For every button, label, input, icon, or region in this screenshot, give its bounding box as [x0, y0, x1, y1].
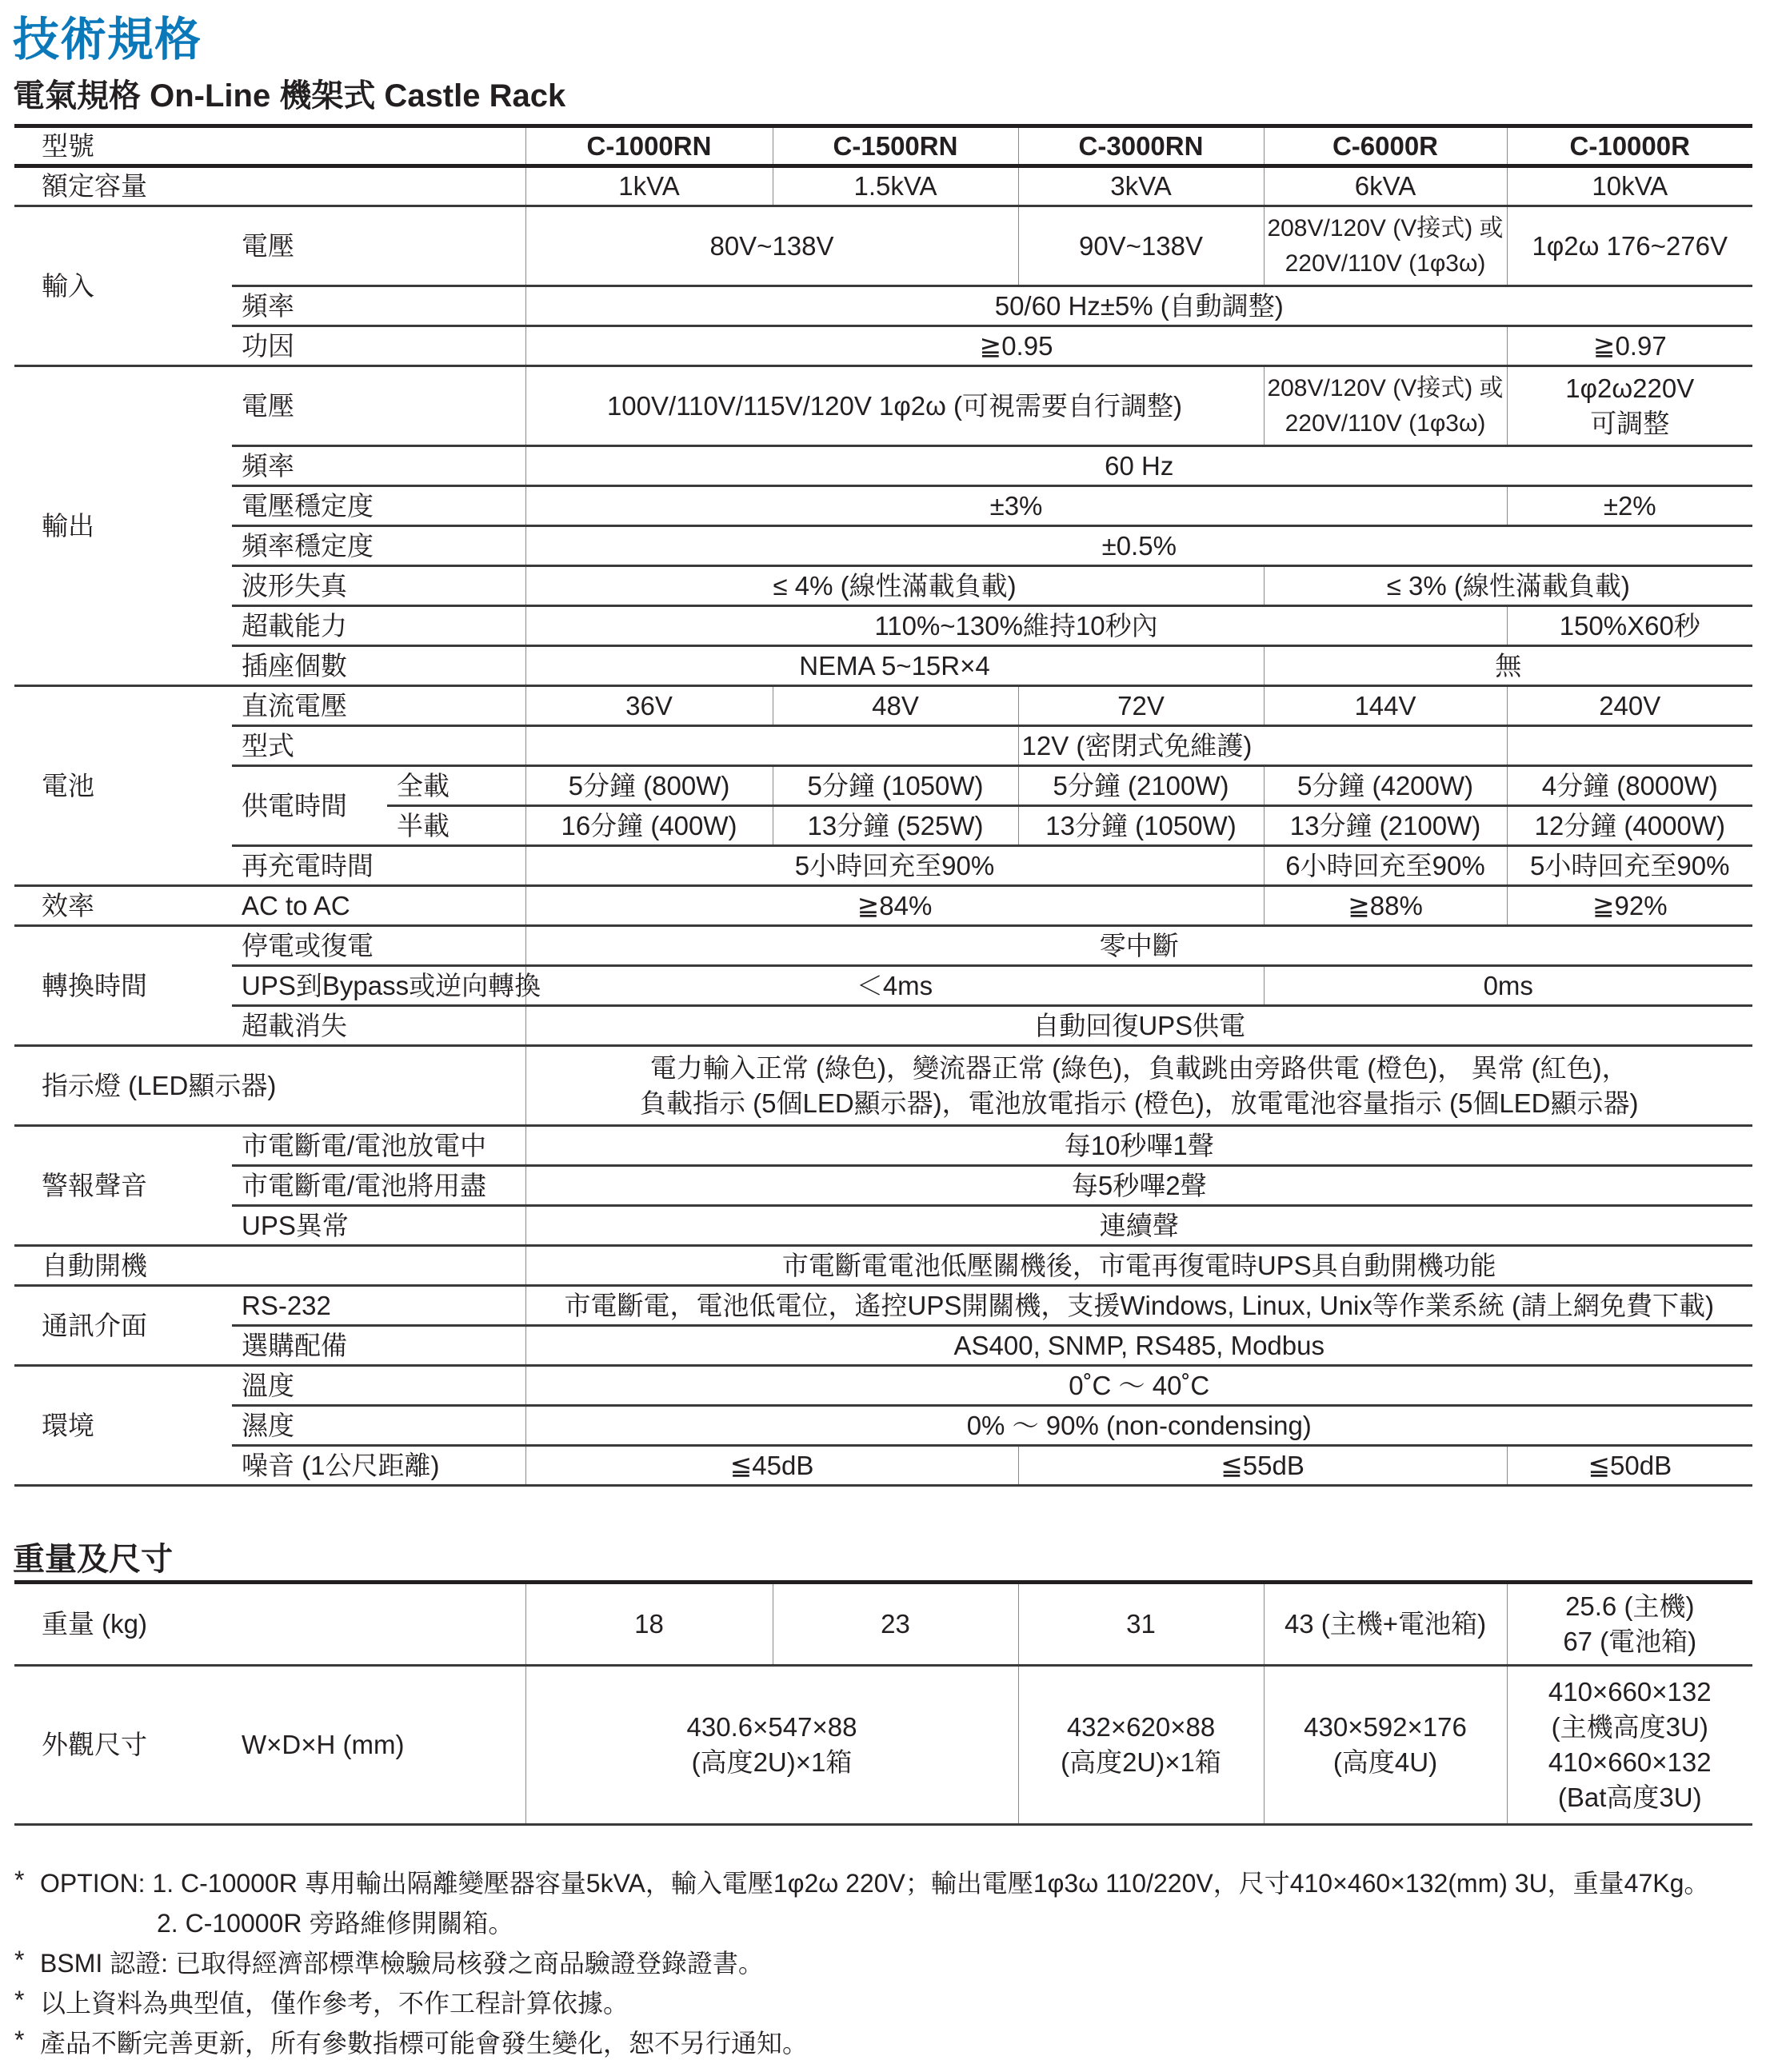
weight-dimensions-table	[14, 1580, 1752, 1826]
led-line: 電力輸入正常 (綠色)，變流器正常 (綠色)，負載跳由旁路供電 (橙色)， 異常 (紅色)，	[649, 1052, 1628, 1083]
battery-group-label: 電池	[14, 686, 232, 886]
line: 410×660×132	[1548, 1677, 1712, 1707]
output-voltage-label: 電壓	[232, 366, 525, 446]
capacity-value: 1.5kVA	[773, 166, 1018, 206]
comm-group-label: 通訊介面	[14, 1286, 232, 1366]
line: 1φ2ω220V	[1565, 373, 1695, 403]
led-value	[525, 1046, 1752, 1126]
dc-voltage-value: 72V	[1018, 686, 1264, 726]
temperature-row	[14, 1366, 1752, 1406]
dimensions-label: 外觀尺寸	[14, 1666, 232, 1825]
line: (高度2U)×1箱	[691, 1747, 853, 1777]
weight-value	[1507, 1583, 1752, 1666]
led-row	[14, 1046, 1752, 1126]
capacity-value: 3kVA	[1018, 166, 1264, 206]
alarm-value: 連續聲	[525, 1206, 1752, 1246]
line: (高度4U)	[1332, 1747, 1438, 1777]
capacity-row	[14, 166, 1752, 206]
comm-options-value: AS400, SNMP, RS485, Modbus	[525, 1326, 1752, 1366]
humidity-row	[14, 1406, 1752, 1446]
footnotes	[14, 1863, 1709, 2063]
outlets-row	[14, 646, 1752, 686]
overload-capacity-row	[14, 606, 1752, 646]
backup-half-value: 13分鐘 (2100W)	[1264, 806, 1507, 846]
transfer-overload-row	[14, 1006, 1752, 1046]
noise-value: ≦50dB	[1507, 1446, 1752, 1486]
power-factor-label: 功因	[232, 326, 525, 366]
alarm-row	[14, 1126, 1752, 1166]
line: 可調整	[1590, 408, 1670, 438]
backup-full-value: 5分鐘 (1050W)	[773, 766, 1018, 806]
footnote-option	[14, 1863, 1709, 1903]
input-frequency-label: 頻率	[232, 286, 525, 326]
voltage-stability-row	[14, 486, 1752, 526]
line: 430×592×176	[1304, 1712, 1467, 1742]
thd-label: 波形失真	[232, 566, 525, 606]
line: 432×620×88	[1066, 1712, 1216, 1742]
footnote-option-2	[14, 1903, 1709, 1943]
output-voltage-value	[1264, 366, 1507, 446]
weight-label: 重量 (kg)	[14, 1583, 525, 1666]
bypass-value: ＜4ms	[525, 966, 1264, 1006]
output-voltage-row	[14, 366, 1752, 446]
recharge-label: 再充電時間	[232, 846, 525, 886]
weight-value: 43 (主機+電池箱)	[1264, 1583, 1507, 1666]
backup-half-value: 13分鐘 (525W)	[773, 806, 1018, 846]
line: 67 (電池箱)	[1563, 1627, 1697, 1656]
outlets-label: 插座個數	[232, 646, 525, 686]
transfer-outage-row	[14, 926, 1752, 966]
line: 410×660×132	[1548, 1747, 1712, 1777]
recharge-value: 6小時回充至90%	[1264, 846, 1507, 886]
model-name: C-1000RN	[525, 126, 773, 166]
backup-half-value: 13分鐘 (1050W)	[1018, 806, 1264, 846]
footnote-text: 產品不斷完善更新，所有參數指標可能會發生變化，恕不另行通知。	[40, 2029, 809, 2058]
recharge-value: 5小時回充至90%	[525, 846, 1264, 886]
backup-half-value: 12分鐘 (4000W)	[1507, 806, 1752, 846]
output-group-label: 輸出	[14, 366, 232, 686]
bypass-label: UPS到Bypass或逆向轉換	[232, 966, 525, 1006]
efficiency-sub-label: AC to AC	[232, 886, 525, 926]
line: 220V/110V (1φ3ω)	[1285, 250, 1486, 277]
rs232-label: RS-232	[232, 1286, 525, 1326]
input-group-label: 輸入	[14, 206, 232, 366]
efficiency-label: 效率	[14, 886, 232, 926]
capacity-label: 額定容量	[14, 166, 525, 206]
input-voltage-value: 90V~138V	[1018, 206, 1264, 286]
transfer-group-label: 轉換時間	[14, 926, 232, 1046]
transfer-bypass-row	[14, 966, 1752, 1006]
voltage-stability-value: ±3%	[525, 486, 1507, 526]
asterisk: *	[14, 1986, 25, 2014]
capacity-value: 6kVA	[1264, 166, 1507, 206]
half-load-label: 半載	[387, 806, 525, 846]
empty-cell	[1507, 726, 1752, 766]
frequency-stability-label: 頻率穩定度	[232, 526, 525, 566]
frequency-stability-row	[14, 526, 1752, 566]
dimensions-value	[1507, 1666, 1752, 1825]
alarm-row	[14, 1206, 1752, 1246]
battery-type-label: 型式	[232, 726, 525, 766]
line: (Bat高度3U)	[1557, 1783, 1702, 1812]
voltage-stability-label: 電壓穩定度	[232, 486, 525, 526]
weight-value: 18	[525, 1583, 773, 1666]
backup-full-value: 5分鐘 (2100W)	[1018, 766, 1264, 806]
line: 208V/120V (V接式) 或	[1267, 214, 1504, 242]
temperature-label: 溫度	[232, 1366, 525, 1406]
input-frequency-row	[14, 286, 1752, 326]
output-voltage-value	[1507, 366, 1752, 446]
footnote-text: OPTION: 1. C-10000R 專用輸出隔離變壓器容量5kVA，輸入電壓1φ2ω 220V；輸出電壓1φ3ω 110/220V，尺寸410×460×132(mm) 3U，重量47Kg。	[40, 1869, 1710, 1898]
footnote-bsmi	[14, 1943, 1709, 1983]
line: 25.6 (主機)	[1565, 1591, 1695, 1621]
rs232-value: 市電斷電，電池低電位，遙控UPS開關機，支援Windows, Linux, Unix等作業系統 (請上網免費下載)	[525, 1286, 1752, 1326]
frequency-stability-value: ±0.5%	[525, 526, 1752, 566]
efficiency-value: ≧84%	[525, 886, 1264, 926]
footnote-text: BSMI 認證: 已取得經濟部標準檢驗局核發之商品驗證登錄證書。	[40, 1949, 764, 1978]
alarm-label: 市電斷電/電池將用盡	[232, 1166, 525, 1206]
electrical-spec-table	[14, 124, 1752, 1487]
backup-time-label: 供電時間	[232, 766, 387, 846]
page-title: 技術規格	[13, 14, 202, 66]
output-frequency-row	[14, 446, 1752, 486]
overload-capacity-value: 110%~130%維持10秒內	[525, 606, 1507, 646]
dc-voltage-row	[14, 686, 1752, 726]
footnote-update	[14, 2023, 1709, 2063]
alarm-label: UPS異常	[232, 1206, 525, 1246]
model-name: C-6000R	[1264, 126, 1507, 166]
capacity-value: 1kVA	[525, 166, 773, 206]
battery-type-row	[14, 726, 1752, 766]
output-voltage-value: 100V/110V/115V/120V 1φ2ω (可視需要自行調整)	[525, 366, 1264, 446]
model-label: 型號	[14, 126, 525, 166]
alarm-group-label: 警報聲音	[14, 1126, 232, 1246]
input-voltage-value: 1φ2ω 176~276V	[1507, 206, 1752, 286]
battery-type-value	[1018, 726, 1507, 766]
comm-options-label: 選購配備	[232, 1326, 525, 1366]
line: 430.6×547×88	[686, 1712, 857, 1742]
rs232-row	[14, 1286, 1752, 1326]
full-load-label: 全載	[387, 766, 525, 806]
noise-row	[14, 1446, 1752, 1486]
dimensions-unit: W×D×H (mm)	[232, 1666, 525, 1825]
overload-clear-label: 超載消失	[232, 1006, 525, 1046]
power-factor-value: ≧0.95	[525, 326, 1507, 366]
asterisk: *	[14, 2026, 25, 2054]
efficiency-value: ≧92%	[1507, 886, 1752, 926]
efficiency-row	[14, 886, 1752, 926]
dc-voltage-label: 直流電壓	[232, 686, 525, 726]
battery-type-text: 12V (密閉式免維護)	[1021, 730, 1253, 761]
voltage-stability-value: ±2%	[1507, 486, 1752, 526]
thd-value: ≤ 3% (線性滿載負載)	[1264, 566, 1752, 606]
temperature-value: 0˚C ～ 40˚C	[525, 1366, 1752, 1406]
backup-half-value: 16分鐘 (400W)	[525, 806, 773, 846]
dimensions-value	[525, 1666, 1018, 1825]
dc-voltage-value: 144V	[1264, 686, 1507, 726]
dimensions-value	[1264, 1666, 1507, 1825]
noise-label: 噪音 (1公尺距離)	[232, 1446, 525, 1486]
weight-dimensions-title: 重量及尺寸	[13, 1542, 173, 1577]
footnote-text: 以上資料為典型值，僅作參考，不作工程計算依據。	[40, 1989, 629, 2018]
line: (主機高度3U)	[1551, 1712, 1708, 1742]
overload-clear-value: 自動回復UPS供電	[525, 1006, 1752, 1046]
weight-value: 31	[1018, 1583, 1264, 1666]
alarm-value: 每10秒嗶1聲	[525, 1126, 1752, 1166]
overload-capacity-value: 150%X60秒	[1507, 606, 1752, 646]
led-line: 負載指示 (5個LED顯示器)，電池放電指示 (橙色)，放電電池容量指示 (5個LED顯示器)	[639, 1088, 1639, 1118]
line: (高度2U)×1箱	[1061, 1747, 1221, 1777]
environment-group-label: 環境	[14, 1366, 232, 1486]
model-name: C-1500RN	[773, 126, 1018, 166]
weight-row	[14, 1583, 1752, 1666]
empty-cell	[525, 726, 1018, 766]
noise-value: ≦55dB	[1018, 1446, 1507, 1486]
dimensions-value	[1018, 1666, 1264, 1825]
model-name: C-3000RN	[1018, 126, 1264, 166]
led-label: 指示燈 (LED顯示器)	[14, 1046, 525, 1126]
input-voltage-value	[1264, 206, 1507, 286]
thd-value: ≤ 4% (線性滿載負載)	[525, 566, 1264, 606]
footnote-text: 2. C-10000R 旁路維修開關箱。	[157, 1909, 514, 1938]
line: 220V/110V (1φ3ω)	[1285, 409, 1486, 437]
backup-full-value: 4分鐘 (8000W)	[1507, 766, 1752, 806]
asterisk: *	[14, 1946, 25, 1974]
weight-value: 23	[773, 1583, 1018, 1666]
noise-value: ≦45dB	[525, 1446, 1018, 1486]
input-frequency-value: 50/60 Hz±5% (自動調整)	[525, 286, 1752, 326]
electrical-spec-title: 電氣規格 On-Line 機架式 Castle Rack	[13, 78, 566, 114]
input-voltage-label: 電壓	[232, 206, 525, 286]
alarm-label: 市電斷電/電池放電中	[232, 1126, 525, 1166]
power-factor-row	[14, 326, 1752, 366]
backup-full-value: 5分鐘 (800W)	[525, 766, 773, 806]
recharge-value: 5小時回充至90%	[1507, 846, 1752, 886]
asterisk: *	[14, 1866, 25, 1894]
capacity-value: 10kVA	[1507, 166, 1752, 206]
thd-row	[14, 566, 1752, 606]
comm-options-row	[14, 1326, 1752, 1366]
outlets-value: NEMA 5~15R×4	[525, 646, 1264, 686]
humidity-label: 濕度	[232, 1406, 525, 1446]
outlets-value: 無	[1264, 646, 1752, 686]
footnote-typical	[14, 1983, 1709, 2023]
output-frequency-label: 頻率	[232, 446, 525, 486]
overload-capacity-label: 超載能力	[232, 606, 525, 646]
model-name: C-10000R	[1507, 126, 1752, 166]
model-header-row	[14, 126, 1752, 166]
backup-full-value: 5分鐘 (4200W)	[1264, 766, 1507, 806]
dimensions-row	[14, 1666, 1752, 1825]
outage-value: 零中斷	[525, 926, 1752, 966]
alarm-value: 每5秒嗶2聲	[525, 1166, 1752, 1206]
efficiency-value: ≧88%	[1264, 886, 1507, 926]
humidity-value: 0% ～ 90% (non-condensing)	[525, 1406, 1752, 1446]
recharge-row	[14, 846, 1752, 886]
input-voltage-row	[14, 206, 1752, 286]
power-factor-value: ≧0.97	[1507, 326, 1752, 366]
bypass-value: 0ms	[1264, 966, 1752, 1006]
dc-voltage-value: 36V	[525, 686, 773, 726]
auto-start-label: 自動開機	[14, 1246, 525, 1286]
line: 208V/120V (V接式) 或	[1267, 374, 1504, 401]
outage-label: 停電或復電	[232, 926, 525, 966]
auto-start-row	[14, 1246, 1752, 1286]
dc-voltage-value: 48V	[773, 686, 1018, 726]
output-frequency-value: 60 Hz	[525, 446, 1752, 486]
backup-full-row	[14, 766, 1752, 806]
input-voltage-value: 80V~138V	[525, 206, 1018, 286]
dc-voltage-value: 240V	[1507, 686, 1752, 726]
auto-start-value: 市電斷電電池低壓關機後，市電再復電時UPS具自動開機功能	[525, 1246, 1752, 1286]
alarm-row	[14, 1166, 1752, 1206]
